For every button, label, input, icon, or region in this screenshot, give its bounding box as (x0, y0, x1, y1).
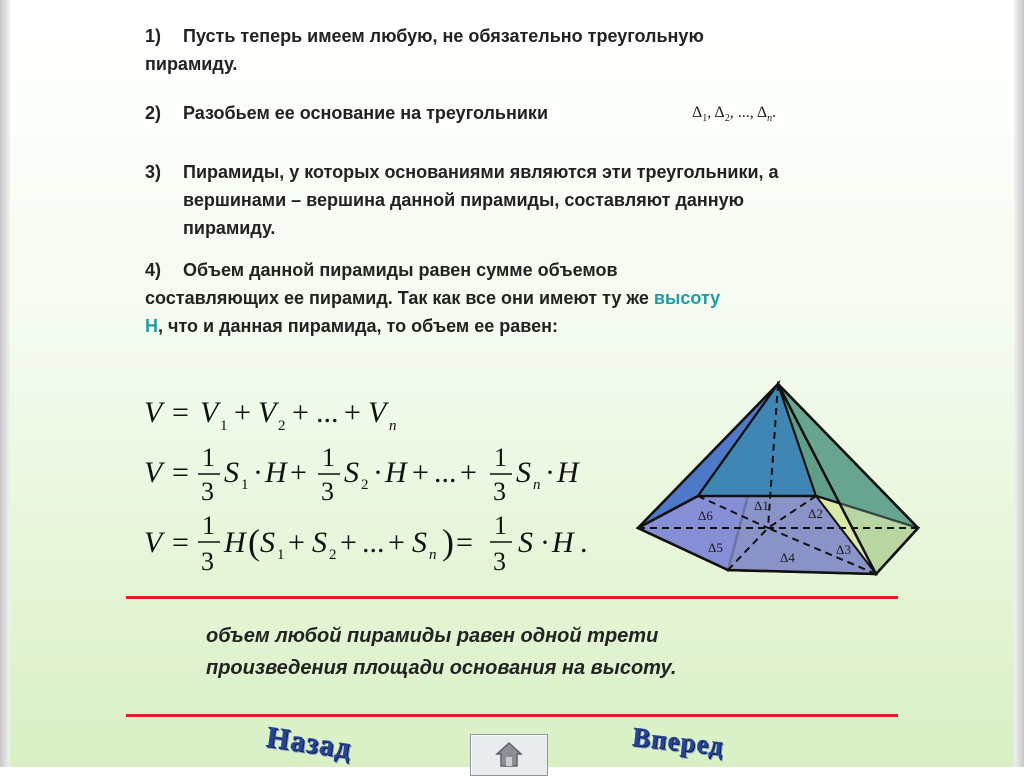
svg-text:1: 1 (241, 477, 249, 493)
svg-text:...: ... (316, 396, 339, 429)
svg-text:.: . (580, 526, 588, 559)
svg-text:V: V (144, 456, 163, 489)
item-1-line-2: пирамиду. (145, 54, 238, 74)
svg-text:+: + (340, 526, 357, 559)
svg-text:3: 3 (493, 477, 506, 506)
svg-text:1: 1 (202, 443, 215, 472)
svg-text:H: H (552, 526, 574, 559)
svg-text:=: = (456, 526, 473, 559)
item-3-number: 3) (145, 162, 162, 182)
pyramid-diagram (636, 378, 926, 578)
item-3 (145, 158, 779, 242)
svg-text:·: · (253, 456, 263, 489)
item-2 (145, 99, 548, 127)
svg-text:...: ... (434, 456, 457, 489)
formula-line-3 (144, 511, 588, 576)
svg-text:H: H (557, 456, 579, 489)
svg-text:1: 1 (494, 511, 507, 540)
svg-text:·: · (545, 456, 555, 489)
right-edge (1014, 0, 1024, 767)
divider-bottom (126, 714, 898, 717)
svg-text:+: + (344, 396, 361, 429)
triangle-label-4: Δ4 (780, 550, 795, 565)
svg-text:=: = (172, 526, 189, 559)
svg-text:1: 1 (322, 443, 335, 472)
conclusion-line-1: объем любой пирамиды равен одной трети (206, 625, 659, 647)
triangle-list: $\Delta_1$, $\Delta_2$, ..., $\Delta_n$. (692, 104, 777, 125)
svg-text:+: + (388, 526, 405, 559)
height-symbol: H (145, 316, 158, 336)
item-3-line-1: Пирамиды, у которых основаниями являются эти треугольники, а (183, 162, 779, 182)
svg-text:...: ... (362, 526, 385, 559)
item-2-number: 2) (145, 103, 162, 123)
svg-text:=: = (172, 456, 189, 489)
house-icon (495, 741, 523, 767)
svg-text:S: S (224, 456, 239, 489)
height-term: высоту (653, 288, 721, 308)
svg-text:·: · (540, 526, 550, 559)
svg-text:H: H (385, 456, 407, 489)
volume-formulas (140, 388, 620, 588)
back-button[interactable]: Назад (264, 720, 354, 765)
svg-text:3: 3 (493, 547, 506, 576)
svg-text:+: + (234, 396, 251, 429)
svg-text:·: · (373, 456, 383, 489)
item-2-line-1: Разобьем ее основание на треугольники (183, 103, 549, 123)
svg-text:1: 1 (220, 418, 228, 434)
svg-text:+: + (412, 456, 429, 489)
item-1-number: 1) (145, 26, 162, 46)
svg-text:1: 1 (277, 547, 285, 563)
svg-text:V: V (258, 396, 277, 429)
formula-line-2 (144, 443, 581, 506)
svg-text:H: H (265, 456, 287, 489)
item-3-line-3: пирамиду. (183, 218, 276, 238)
conclusion-line-2: произведения площади основания на высоту. (206, 657, 677, 679)
svg-text:2: 2 (329, 547, 337, 563)
conclusion (206, 620, 676, 684)
formula-line-1 (144, 396, 397, 434)
svg-text:V: V (144, 396, 163, 429)
svg-text:S: S (344, 456, 359, 489)
svg-text:2: 2 (361, 477, 369, 493)
item-4-line-1: Объем данной пирамиды равен сумме объемов (183, 260, 618, 280)
item-1-line-1: Пусть теперь имеем любую, не обязательно треугольную (183, 26, 704, 46)
svg-text:=: = (172, 396, 189, 429)
item-1 (145, 22, 704, 78)
home-button[interactable] (470, 734, 548, 776)
triangle-label-2: Δ2 (808, 506, 823, 521)
triangle-label-3: Δ3 (836, 542, 851, 557)
forward-button[interactable]: Вперед (630, 721, 726, 761)
svg-text:H: H (224, 526, 246, 559)
svg-text:2: 2 (278, 418, 286, 434)
svg-text:V: V (368, 396, 387, 429)
svg-text:V: V (200, 396, 219, 429)
svg-text:S: S (516, 456, 531, 489)
svg-text:3: 3 (201, 477, 214, 506)
svg-text:1: 1 (202, 511, 215, 540)
triangle-label-6: Δ6 (698, 508, 713, 523)
svg-text:V: V (144, 526, 163, 559)
svg-text:n: n (389, 418, 397, 434)
svg-text:S: S (312, 526, 327, 559)
svg-text:S: S (518, 526, 533, 559)
svg-text:(: ( (248, 522, 260, 562)
item-4-line-2: составляющих ее пирамид. Так как все они имеют ту же (145, 288, 649, 308)
item-3-line-2: вершинами – вершина данной пирамиды, составляют данную (183, 190, 745, 210)
svg-text:n: n (533, 477, 541, 493)
svg-text:): ) (442, 522, 454, 562)
svg-text:n: n (429, 547, 437, 563)
svg-text:+: + (288, 526, 305, 559)
svg-text:S: S (412, 526, 427, 559)
svg-text:+: + (292, 396, 309, 429)
triangle-label-5: Δ5 (708, 540, 723, 555)
item-4 (145, 256, 720, 340)
svg-text:S: S (260, 526, 275, 559)
item-4-line-3: , что и данная пирамида, то объем ее равен: (158, 316, 558, 336)
divider-top (126, 596, 898, 599)
item-4-number: 4) (145, 260, 162, 280)
svg-text:1: 1 (494, 443, 507, 472)
svg-text:3: 3 (321, 477, 334, 506)
svg-text:3: 3 (201, 547, 214, 576)
triangle-label-1: Δ1 (754, 498, 769, 513)
svg-text:+: + (460, 456, 477, 489)
left-edge (0, 0, 10, 767)
svg-text:+: + (290, 456, 307, 489)
